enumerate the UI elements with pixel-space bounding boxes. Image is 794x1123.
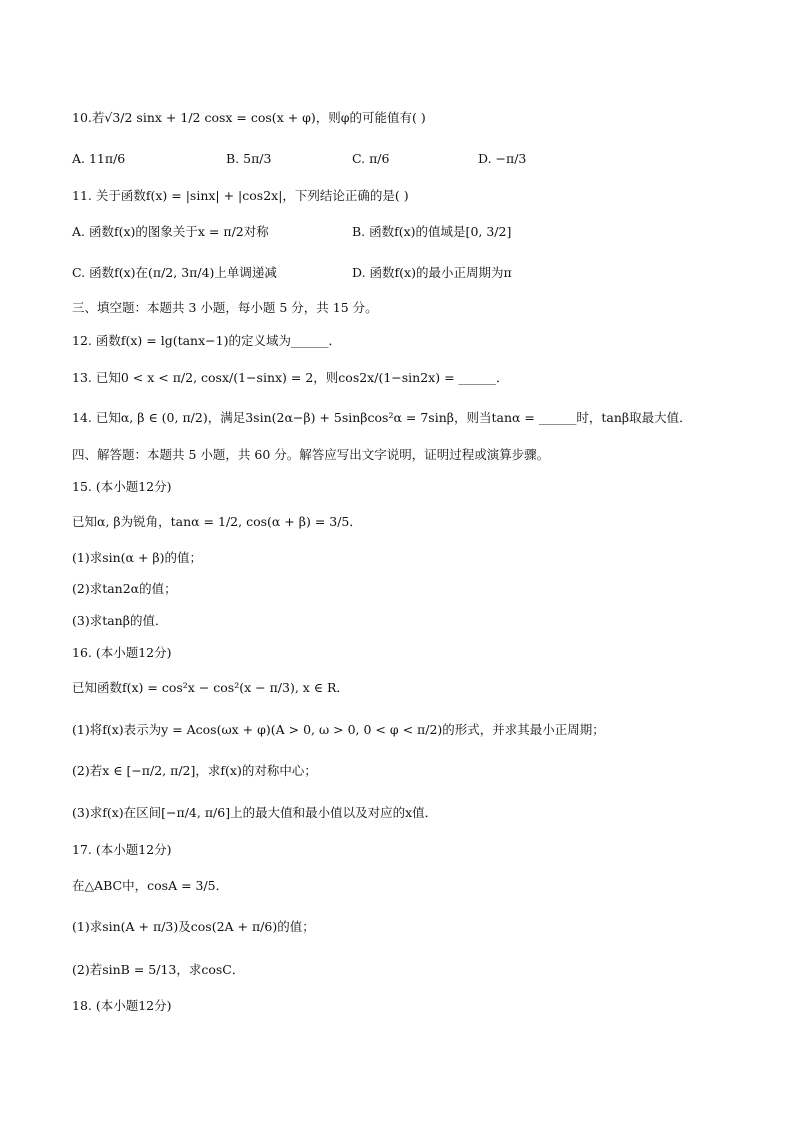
q18-heading: 18. (本小题12分) [72,998,172,1013]
q11-option-b: B. 函数f(x)的值域是[0, 3/2] [352,224,512,239]
section-4-heading: 四、解答题：本题共 5 小题，共 60 分。解答应写出文字说明，证明过程或演算步骤。 [72,447,550,462]
q10-option-d: D. −π/3 [478,151,527,166]
q15-heading: 15. (本小题12分) [72,479,172,494]
q15-part-1: (1)求sin(α + β)的值； [72,550,203,565]
q17-part-2: (2)若sinB = 5/13，求cosC． [72,962,245,977]
q11-stem: 11. 关于函数f(x) = |sinx| + |cos2x|，下列结论正确的是( ) [72,188,409,203]
q10-option-c: C. π/6 [352,151,390,166]
q10-option-b: B. 5π/3 [226,151,272,166]
q11-option-c: C. 函数f(x)在(π/2, 3π/4)上单调递减 [72,265,277,280]
q17-given: 在△ABC中，cosA = 3/5． [72,878,229,893]
q16-part-3: (3)求f(x)在区间[−π/4, π/6]上的最大值和最小值以及对应的x值． [72,805,438,820]
q11-option-a: A. 函数f(x)的图象关于x = π/2对称 [72,224,269,239]
q10-stem: 10.若√3/2 sinx + 1/2 cosx = cos(x + φ)，则φ的可能值有( ) [72,110,426,125]
q16-part-2: (2)若x ∈ [−π/2, π/2]，求f(x)的对称中心； [72,763,317,778]
q15-part-2: (2)求tan2α的值； [72,581,177,596]
q16-given: 已知函数f(x) = cos²x − cos²(x − π/3), x ∈ R． [72,680,349,695]
q16-heading: 16. (本小题12分) [72,645,172,660]
q11-option-d: D. 函数f(x)的最小正周期为π [352,265,512,280]
q13: 13. 已知0 < x < π/2, cosx/(1−sinx) = 2，则cos2x/(1−sin2x) = ______． [72,370,509,385]
q17-heading: 17. (本小题12分) [72,842,172,857]
q16-part-1: (1)将f(x)表示为y = Acos(ωx + φ)(A > 0, ω > 0, 0 < φ < π/2)的形式，并求其最小正周期； [72,722,605,737]
q10-option-a: A. 11π/6 [72,151,126,166]
q14: 14. 已知α, β ∈ (0, π/2)，满足3sin(2α−β) + 5sinβcos²α = 7sinβ，则当tanα = ______时，tanβ取最大值． [72,410,692,425]
q15-given: 已知α, β为锐角，tanα = 1/2, cos(α + β) = 3/5． [72,514,362,529]
q12: 12. 函数f(x) = lg(tanx−1)的定义域为______． [72,333,341,348]
q15-part-3: (3)求tanβ的值． [72,613,168,628]
section-3-heading: 三、填空题：本题共 3 小题，每小题 5 分，共 15 分。 [72,300,378,315]
q17-part-1: (1)求sin(A + π/3)及cos(2A + π/6)的值； [72,919,315,934]
